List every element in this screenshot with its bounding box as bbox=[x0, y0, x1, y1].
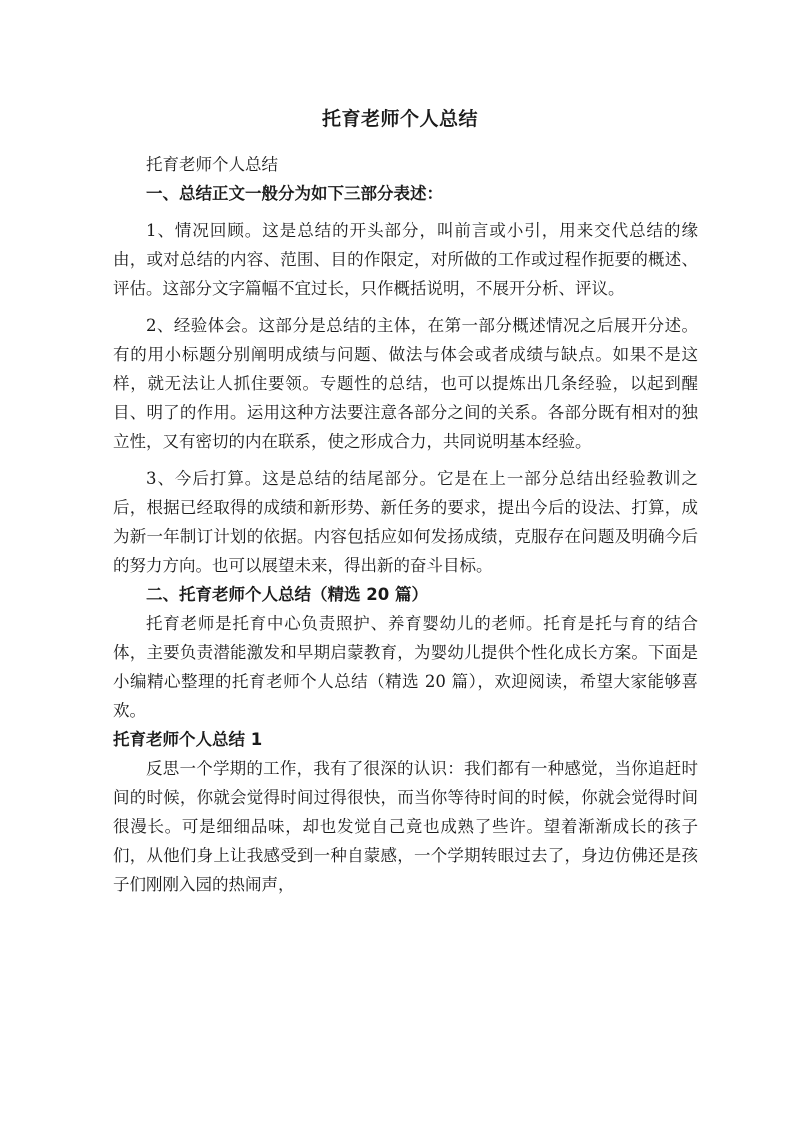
document-subtitle: 托育老师个人总结 bbox=[146, 155, 278, 174]
essay-heading-1: 托育老师个人总结 1 bbox=[113, 730, 263, 749]
paragraph-plan: 3、今后打算。这是总结的结尾部分。它是在上一部分总结出经验教训之后，根据已经取得的成绩和新形势、新任务的要求，提出今后的设法、打算，成为新一年制订计划的依据。内容包括应如何发扬成绩，克服存在问题及明确今后的努力方向。也可以展望未来，得出新的奋斗目标。 bbox=[113, 469, 698, 575]
document-body bbox=[113, 150, 698, 899]
paragraph-essay-1: 反思一个学期的工作，我有了很深的认识：我们都有一种感觉，当你追赶时间的时候，你就会觉得时间过得很快，而当你等待时间的时候，你就会觉得时间很漫长。可是细细品味，却也发觉自己竟也成熟了些许。望着渐渐成长的孩子们，从他们身上让我感受到一种自蒙感，一个学期转眼过去了，身边仿佛还是孩子们刚刚入园的热闹声， bbox=[113, 759, 698, 894]
document-title: 托育老师个人总结 bbox=[321, 108, 478, 130]
paragraph-review: 1、情况回顾。这是总结的开头部分，叫前言或小引，用来交代总结的缘由，或对总结的内容、范围、目的作限定，对所做的工作或过程作扼要的概述、评估。这部分文字篇幅不宜过长，只作概括说明，不展开分析、评议。 bbox=[113, 221, 698, 298]
paragraph-intro: 托育老师是托育中心负责照护、养育婴幼儿的老师。托育是托与育的结合体，主要负责潜能激发和早期启蒙教育，为婴幼儿提供个性化成长方案。下面是小编精心整理的托育老师个人总结（精选 20 篇），欢迎阅读，希望大家能够喜欢。 bbox=[113, 614, 698, 720]
section-heading-1: 一、总结正文一般分为如下三部分表述： bbox=[146, 184, 443, 203]
section-heading-2: 二、托育老师个人总结（精选 20 篇） bbox=[146, 585, 428, 604]
paragraph-experience: 2、经验体会。这部分是总结的主体，在第一部分概述情况之后展开分述。有的用小标题分别阐明成绩与问题、做法与体会或者成绩与缺点。如果不是这样，就无法让人抓住要领。专题性的总结，也可以提炼出几条经验，以起到醒目、明了的作用。运用这种方法要注意各部分之间的关系。各部分既有相对的独立性，又有密切的内在联系，使之形成合力，共同说明基本经验。 bbox=[113, 316, 698, 451]
